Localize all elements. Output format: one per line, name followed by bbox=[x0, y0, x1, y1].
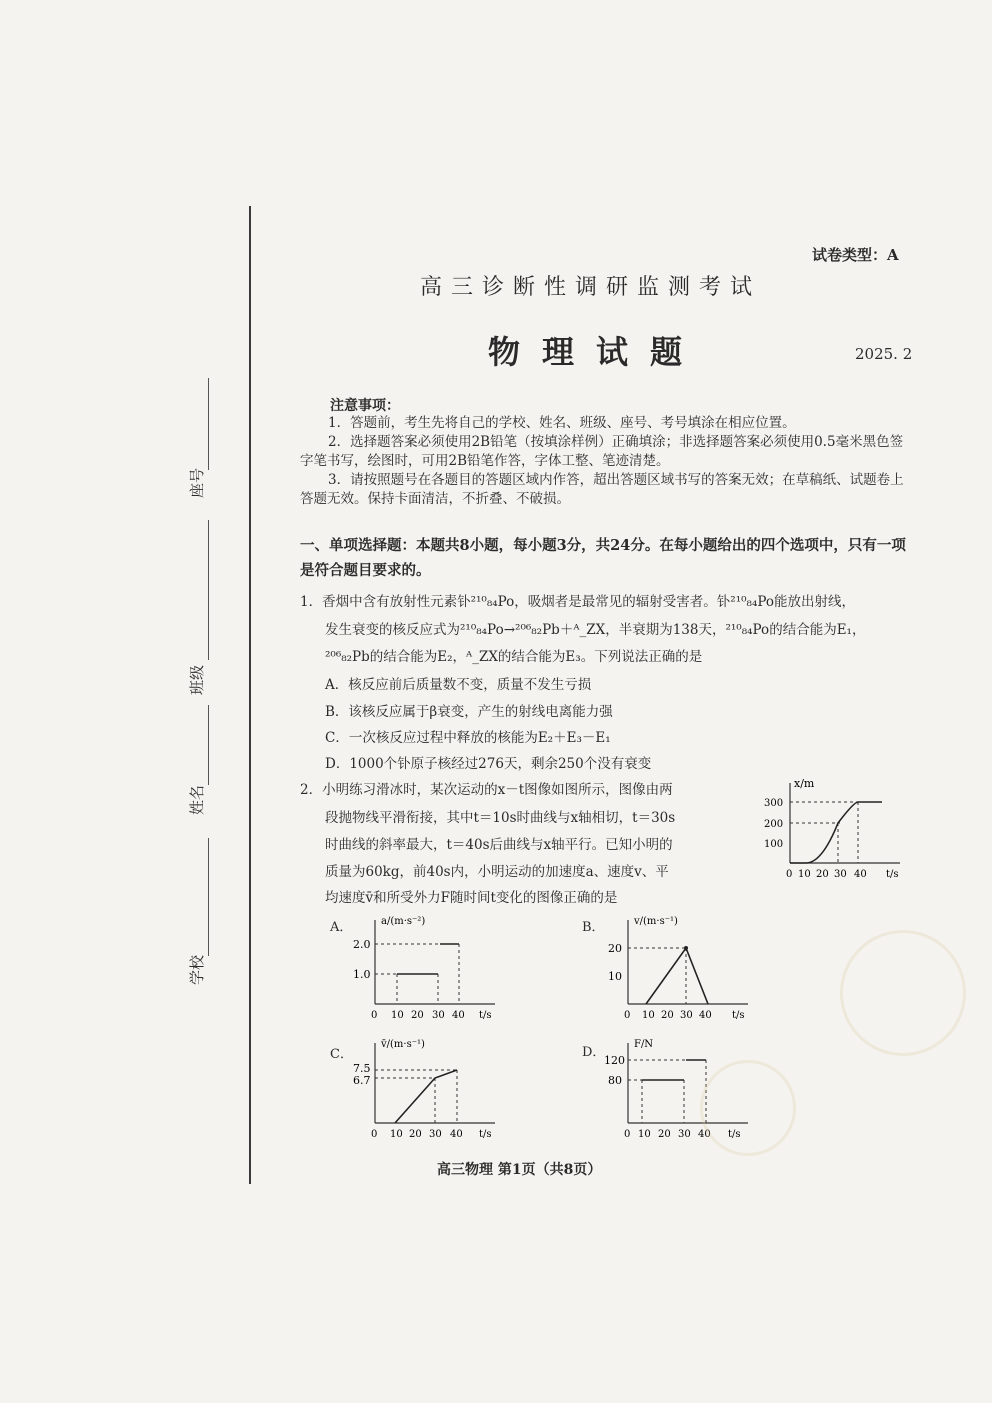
graph-a-xtick-10: 10 bbox=[391, 1010, 404, 1021]
q1-option-d: D．1000个钋原子核经过276天，剩余250个没有衰变 bbox=[325, 756, 652, 772]
option-b-letter: B． bbox=[582, 920, 605, 935]
graph-d-xtick-40: 40 bbox=[698, 1129, 711, 1140]
xt-xtick-40: 40 bbox=[854, 869, 867, 880]
xt-ytick-100: 100 bbox=[764, 839, 784, 850]
option-c-letter: C． bbox=[330, 1047, 353, 1062]
graph-a-xlabel: t/s bbox=[479, 1010, 492, 1021]
name-label: 姓名 bbox=[188, 784, 206, 815]
graph-c-xtick-20: 20 bbox=[409, 1129, 422, 1140]
graph-d-xlabel: t/s bbox=[728, 1129, 741, 1140]
q1-option-a: A．核反应前后质量数不变，质量不发生亏损 bbox=[325, 677, 592, 693]
graph-a-ytick-2: 2.0 bbox=[353, 938, 371, 951]
graph-d-xtick-10: 10 bbox=[638, 1129, 651, 1140]
graph-c-xtick-30: 30 bbox=[429, 1129, 442, 1140]
q1-line-3: ²⁰⁶₈₂Pb的结合能为E₂，ᴬ_ZX的结合能为E₃。下列说法正确的是 bbox=[325, 649, 703, 665]
graph-d-ytick-120: 120 bbox=[604, 1054, 625, 1067]
notice-item-2: 2．选择题答案必须使用2B铅笔（按填涂样例）正确填涂；非选择题答案必须使用0.5毫米黑色签字笔书写，绘图时，可用2B铅笔作答，字体工整、笔迹清楚。 bbox=[300, 434, 904, 469]
graph-b bbox=[598, 912, 768, 1027]
option-a-letter: A． bbox=[330, 920, 353, 935]
class-blank bbox=[208, 520, 209, 660]
xt-ytick-200: 200 bbox=[764, 819, 784, 830]
graph-b-xlabel: t/s bbox=[732, 1010, 745, 1021]
graph-d-xtick-30: 30 bbox=[678, 1129, 691, 1140]
q2-line-4: 质量为60kg，前40s内，小明运动的加速度a、速度v、平 bbox=[325, 864, 669, 880]
xt-ylabel: x/m bbox=[794, 777, 815, 790]
q2-line-2: 段抛物线平滑衔接，其中t＝10s时曲线与x轴相切，t＝30s bbox=[325, 810, 676, 826]
graph-a-ylabel: a/(m·s⁻²) bbox=[381, 916, 426, 927]
exam-subtitle: 高三诊断性调研监测考试 bbox=[420, 275, 762, 300]
graph-a bbox=[345, 912, 515, 1027]
graph-b-xtick-10: 10 bbox=[642, 1010, 655, 1021]
notice-heading: 注意事项： bbox=[330, 398, 400, 414]
q2-line-5: 均速度v̄和所受外力F随时间t变化的图像正确的是 bbox=[325, 890, 618, 906]
notice-item-3: 3．请按照题号在各题目的答题区域内作答，超出答题区域书写的答案无效；在草稿纸、试题卷上答题无效。保持卡面清洁，不折叠、不破损。 bbox=[300, 472, 904, 507]
graph-b-xtick-20: 20 bbox=[661, 1010, 674, 1021]
seat-blank bbox=[208, 378, 209, 470]
q1-option-c: C．一次核反应过程中释放的核能为E₂＋E₃－E₁ bbox=[325, 730, 611, 746]
graph-b-ytick-10: 10 bbox=[608, 970, 622, 983]
graph-c-xtick-0: 0 bbox=[371, 1129, 378, 1140]
q1-line-1: 1．香烟中含有放射性元素钋²¹⁰₈₄Po，吸烟者是最常见的辐射受害者。钋²¹⁰₈₄Po能放出射线， bbox=[300, 594, 856, 610]
watermark-stamp bbox=[700, 1060, 796, 1156]
school-blank bbox=[208, 838, 209, 956]
option-d-letter: D． bbox=[582, 1045, 606, 1060]
page-footer: 高三物理 第1页（共8页） bbox=[437, 1162, 602, 1178]
graph-b-ylabel: v/(m·s⁻¹) bbox=[634, 916, 678, 927]
exam-title: 物理试题 bbox=[488, 333, 705, 371]
q1-line-2: 发生衰变的核反应式为²¹⁰₈₄Po→²⁰⁶₈₂Pb＋ᴬ_ZX，半衰期为138天，²¹⁰₈₄Po的结合能为E₁， bbox=[325, 622, 866, 638]
graph-a-xtick-20: 20 bbox=[411, 1010, 424, 1021]
graph-c-ytick-6-7: 6.7 bbox=[353, 1074, 371, 1087]
q1-option-b: B．该核反应属于β衰变，产生的射线电离能力强 bbox=[325, 704, 613, 720]
xt-ytick-300: 300 bbox=[764, 798, 784, 809]
graph-b-xtick-40: 40 bbox=[699, 1010, 712, 1021]
xt-xtick-20: 20 bbox=[816, 869, 829, 880]
q2-line-1: 2．小明练习滑冰时，某次运动的x－t图像如图所示，图像由两 bbox=[300, 782, 673, 798]
graph-c-xtick-40: 40 bbox=[450, 1129, 463, 1140]
watermark-stamp bbox=[840, 930, 966, 1056]
xt-xtick-10: 10 bbox=[798, 869, 811, 880]
section-heading: 一、单项选择题：本题共8小题，每小题3分，共24分。在每小题给出的四个选项中，只有一项是符合题目要求的。 bbox=[300, 537, 906, 579]
graph-d-xtick-0: 0 bbox=[624, 1129, 631, 1140]
xt-xlabel: t/s bbox=[886, 869, 899, 880]
graph-d-xtick-20: 20 bbox=[658, 1129, 671, 1140]
xt-xtick-30: 30 bbox=[834, 869, 847, 880]
graph-b-ytick-20: 20 bbox=[608, 942, 622, 955]
graph-c-ytick-7-5: 7.5 bbox=[353, 1062, 371, 1075]
class-label: 班级 bbox=[188, 664, 206, 695]
graph-c-xlabel: t/s bbox=[479, 1129, 492, 1140]
graph-a-xtick-30: 30 bbox=[432, 1010, 445, 1021]
graph-b-xtick-30: 30 bbox=[680, 1010, 693, 1021]
binding-line bbox=[249, 206, 251, 1184]
graph-b-xtick-0: 0 bbox=[624, 1010, 631, 1021]
graph-d-ytick-80: 80 bbox=[608, 1074, 622, 1087]
exam-date: 2025. 2 bbox=[855, 345, 913, 363]
name-blank bbox=[208, 705, 209, 785]
seat-label: 座号 bbox=[188, 467, 206, 498]
graph-c-xtick-10: 10 bbox=[390, 1129, 403, 1140]
xt-xtick-0: 0 bbox=[786, 869, 793, 880]
graph-c bbox=[345, 1035, 515, 1145]
graph-a-ytick-1: 1.0 bbox=[353, 968, 371, 981]
graph-c-ylabel: v̄/(m·s⁻¹) bbox=[381, 1039, 425, 1050]
notice-item-1: 1．答题前，考生先将自己的学校、姓名、班级、座号、考号填涂在相应位置。 bbox=[328, 415, 796, 431]
school-label: 学校 bbox=[188, 954, 206, 985]
xt-graph bbox=[760, 775, 910, 885]
graph-a-xtick-40: 40 bbox=[452, 1010, 465, 1021]
q2-line-3: 时曲线的斜率最大，t＝40s后曲线与x轴平行。已知小明的 bbox=[325, 837, 673, 853]
graph-d-ylabel: F/N bbox=[634, 1039, 654, 1050]
graph-a-xtick-0: 0 bbox=[371, 1010, 378, 1021]
exam-type: 试卷类型：A bbox=[812, 246, 899, 264]
